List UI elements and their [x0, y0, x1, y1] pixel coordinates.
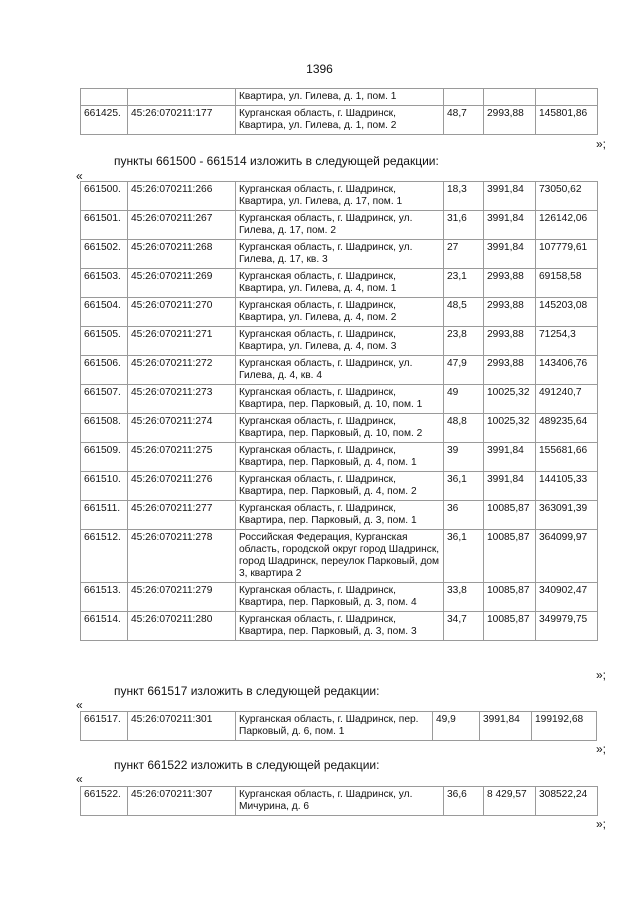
area-cell: 48,7: [444, 106, 484, 135]
table-row: [81, 240, 598, 269]
cadastral-number-cell: 45:26:070211:280: [128, 612, 236, 641]
row-number-cell: 661500.: [81, 182, 128, 211]
table-row: [81, 414, 598, 443]
row-number-cell: 661501.: [81, 211, 128, 240]
row-number-cell: 661510.: [81, 472, 128, 501]
area-cell: 47,9: [444, 356, 484, 385]
address-cell: Курганская область, г. Шадринск, Квартира, пер. Парковый, д. 4, пом. 2: [236, 472, 444, 501]
area-cell: 34,7: [444, 612, 484, 641]
table-row: [81, 501, 598, 530]
cadastral-value-cell: 71254,3: [536, 327, 598, 356]
cadastral-number-cell: 45:26:070211:270: [128, 298, 236, 327]
closing-quote: »;: [596, 137, 607, 151]
specific-value-cell: 10025,32: [484, 385, 536, 414]
area-cell: 31,6: [444, 211, 484, 240]
area-cell: 49: [444, 385, 484, 414]
table-row: [81, 327, 598, 356]
table-row: [81, 787, 598, 816]
specific-value-cell: 10085,87: [484, 583, 536, 612]
row-number-cell: 661502.: [81, 240, 128, 269]
table-row: [81, 89, 598, 106]
table-row: [81, 356, 598, 385]
amendment-heading: пункты 661500 - 661514 изложить в следующей редакции:: [114, 154, 439, 168]
table-row: [81, 385, 598, 414]
table-row: [81, 443, 598, 472]
area-cell: [444, 89, 484, 106]
specific-value-cell: 8 429,57: [484, 787, 536, 816]
specific-value-cell: 10085,87: [484, 501, 536, 530]
cadastral-number-cell: 45:26:070211:277: [128, 501, 236, 530]
address-cell: Курганская область, г. Шадринск, Квартира, ул. Гилева, д. 17, пом. 1: [236, 182, 444, 211]
table-row: [81, 583, 598, 612]
cadastral-number-cell: 45:26:070211:269: [128, 269, 236, 298]
address-cell: Российская Федерация, Курганская область, городской округ город Шадринск, город Шадринск, переулок Парковый, дом 3, квартира 2: [236, 530, 444, 583]
area-cell: 36: [444, 501, 484, 530]
cadastral-number-cell: 45:26:070211:275: [128, 443, 236, 472]
area-cell: 36,6: [444, 787, 484, 816]
address-cell: Курганская область, г. Шадринск, Квартира, ул. Гилева, д. 4, пом. 2: [236, 298, 444, 327]
cadastral-value-cell: 199192,68: [532, 712, 597, 741]
cadastral-value-cell: 489235,64: [536, 414, 598, 443]
register-table-continuation: [80, 88, 598, 135]
specific-value-cell: 2993,88: [484, 356, 536, 385]
row-number-cell: 661508.: [81, 414, 128, 443]
area-cell: 23,8: [444, 327, 484, 356]
cadastral-value-cell: 145801,86: [536, 106, 598, 135]
address-cell: Курганская область, г. Шадринск, ул. Мичурина, д. 6: [236, 787, 444, 816]
specific-value-cell: 3991,84: [484, 211, 536, 240]
specific-value-cell: 3991,84: [484, 240, 536, 269]
row-number-cell: 661514.: [81, 612, 128, 641]
row-number-cell: 661511.: [81, 501, 128, 530]
specific-value-cell: 2993,88: [484, 298, 536, 327]
specific-value-cell: 2993,88: [484, 106, 536, 135]
cadastral-number-cell: 45:26:070211:177: [128, 106, 236, 135]
cadastral-value-cell: 107779,61: [536, 240, 598, 269]
cadastral-number-cell: 45:26:070211:266: [128, 182, 236, 211]
row-number-cell: 661513.: [81, 583, 128, 612]
amendment-heading: пункт 661522 изложить в следующей редакции:: [114, 758, 380, 772]
cadastral-value-cell: 363091,39: [536, 501, 598, 530]
address-cell: Курганская область, г. Шадринск, пер. Парковый, д. 6, пом. 1: [236, 712, 433, 741]
address-cell: Курганская область, г. Шадринск, Квартира, пер. Парковый, д. 4, пом. 1: [236, 443, 444, 472]
area-cell: 27: [444, 240, 484, 269]
cadastral-number-cell: 45:26:070211:301: [128, 712, 236, 741]
row-number-cell: 661517.: [81, 712, 128, 741]
area-cell: 49,9: [433, 712, 480, 741]
table-row: [81, 612, 598, 641]
row-number-cell: 661504.: [81, 298, 128, 327]
area-cell: 39: [444, 443, 484, 472]
cadastral-value-cell: [536, 89, 598, 106]
table-row: [81, 269, 598, 298]
cadastral-number-cell: 45:26:070211:272: [128, 356, 236, 385]
cadastral-value-cell: 143406,76: [536, 356, 598, 385]
cadastral-value-cell: 126142,06: [536, 211, 598, 240]
row-number-cell: 661505.: [81, 327, 128, 356]
cadastral-value-cell: 308522,24: [536, 787, 598, 816]
cadastral-number-cell: 45:26:070211:268: [128, 240, 236, 269]
address-cell: Курганская область, г. Шадринск, ул. Гилева, д. 17, кв. 3: [236, 240, 444, 269]
cadastral-number-cell: 45:26:070211:274: [128, 414, 236, 443]
opening-quote: «: [76, 698, 83, 712]
area-cell: 36,1: [444, 530, 484, 583]
address-cell: Курганская область, г. Шадринск, Квартира, ул. Гилева, д. 4, пом. 3: [236, 327, 444, 356]
cadastral-number-cell: [128, 89, 236, 106]
table-row: [81, 712, 597, 741]
cadastral-number-cell: 45:26:070211:279: [128, 583, 236, 612]
specific-value-cell: 3991,84: [484, 443, 536, 472]
table-row: [81, 472, 598, 501]
specific-value-cell: 10085,87: [484, 530, 536, 583]
specific-value-cell: 2993,88: [484, 327, 536, 356]
area-cell: 48,8: [444, 414, 484, 443]
cadastral-value-cell: 340902,47: [536, 583, 598, 612]
table-row: [81, 530, 598, 583]
amendment-heading: пункт 661517 изложить в следующей редакции:: [114, 684, 380, 698]
specific-value-cell: 10025,32: [484, 414, 536, 443]
table-row: [81, 298, 598, 327]
specific-value-cell: 3991,84: [480, 712, 532, 741]
opening-quote: «: [76, 169, 83, 183]
row-number-cell: 661512.: [81, 530, 128, 583]
specific-value-cell: 2993,88: [484, 269, 536, 298]
cadastral-value-cell: 144105,33: [536, 472, 598, 501]
address-cell: Курганская область, г. Шадринск, ул. Гилева, д. 4, кв. 4: [236, 356, 444, 385]
address-cell: Курганская область, г. Шадринск, ул. Гилева, д. 17, пом. 2: [236, 211, 444, 240]
register-table-661517: [80, 711, 597, 741]
cadastral-number-cell: 45:26:070211:267: [128, 211, 236, 240]
table-row: [81, 182, 598, 211]
area-cell: 18,3: [444, 182, 484, 211]
cadastral-value-cell: 349979,75: [536, 612, 598, 641]
register-table-661500-661514: [80, 181, 598, 641]
cadastral-number-cell: 45:26:070211:307: [128, 787, 236, 816]
opening-quote: «: [76, 772, 83, 786]
address-cell: Курганская область, г. Шадринск, Квартира, пер. Парковый, д. 3, пом. 4: [236, 583, 444, 612]
specific-value-cell: 3991,84: [484, 472, 536, 501]
row-number-cell: 661425.: [81, 106, 128, 135]
address-cell: Курганская область, г. Шадринск, Квартира, пер. Парковый, д. 3, пом. 3: [236, 612, 444, 641]
area-cell: 33,8: [444, 583, 484, 612]
closing-quote: »;: [596, 817, 607, 831]
row-number-cell: [81, 89, 128, 106]
address-cell: Курганская область, г. Шадринск, Квартира, пер. Парковый, д. 3, пом. 1: [236, 501, 444, 530]
area-cell: 23,1: [444, 269, 484, 298]
closing-quote: »;: [596, 668, 607, 682]
cadastral-number-cell: 45:26:070211:271: [128, 327, 236, 356]
cadastral-number-cell: 45:26:070211:273: [128, 385, 236, 414]
cadastral-value-cell: 73050,62: [536, 182, 598, 211]
cadastral-number-cell: 45:26:070211:278: [128, 530, 236, 583]
row-number-cell: 661522.: [81, 787, 128, 816]
cadastral-number-cell: 45:26:070211:276: [128, 472, 236, 501]
page-number: 1396: [306, 62, 333, 76]
specific-value-cell: 10085,87: [484, 612, 536, 641]
cadastral-value-cell: 491240,7: [536, 385, 598, 414]
closing-quote: »;: [596, 742, 607, 756]
row-number-cell: 661509.: [81, 443, 128, 472]
register-table-661522: [80, 786, 598, 816]
specific-value-cell: [484, 89, 536, 106]
row-number-cell: 661503.: [81, 269, 128, 298]
cadastral-value-cell: 145203,08: [536, 298, 598, 327]
specific-value-cell: 3991,84: [484, 182, 536, 211]
row-number-cell: 661507.: [81, 385, 128, 414]
address-cell: Курганская область, г. Шадринск, Квартира, пер. Парковый, д. 10, пом. 2: [236, 414, 444, 443]
row-number-cell: 661506.: [81, 356, 128, 385]
cadastral-value-cell: 155681,66: [536, 443, 598, 472]
address-cell: Квартира, ул. Гилева, д. 1, пом. 1: [236, 89, 444, 106]
table-row: [81, 106, 598, 135]
cadastral-value-cell: 69158,58: [536, 269, 598, 298]
area-cell: 48,5: [444, 298, 484, 327]
table-row: [81, 211, 598, 240]
address-cell: Курганская область, г. Шадринск, Квартира, пер. Парковый, д. 10, пом. 1: [236, 385, 444, 414]
cadastral-value-cell: 364099,97: [536, 530, 598, 583]
area-cell: 36,1: [444, 472, 484, 501]
address-cell: Курганская область, г. Шадринск, Квартира, ул. Гилева, д. 1, пом. 2: [236, 106, 444, 135]
address-cell: Курганская область, г. Шадринск, Квартира, ул. Гилева, д. 4, пом. 1: [236, 269, 444, 298]
